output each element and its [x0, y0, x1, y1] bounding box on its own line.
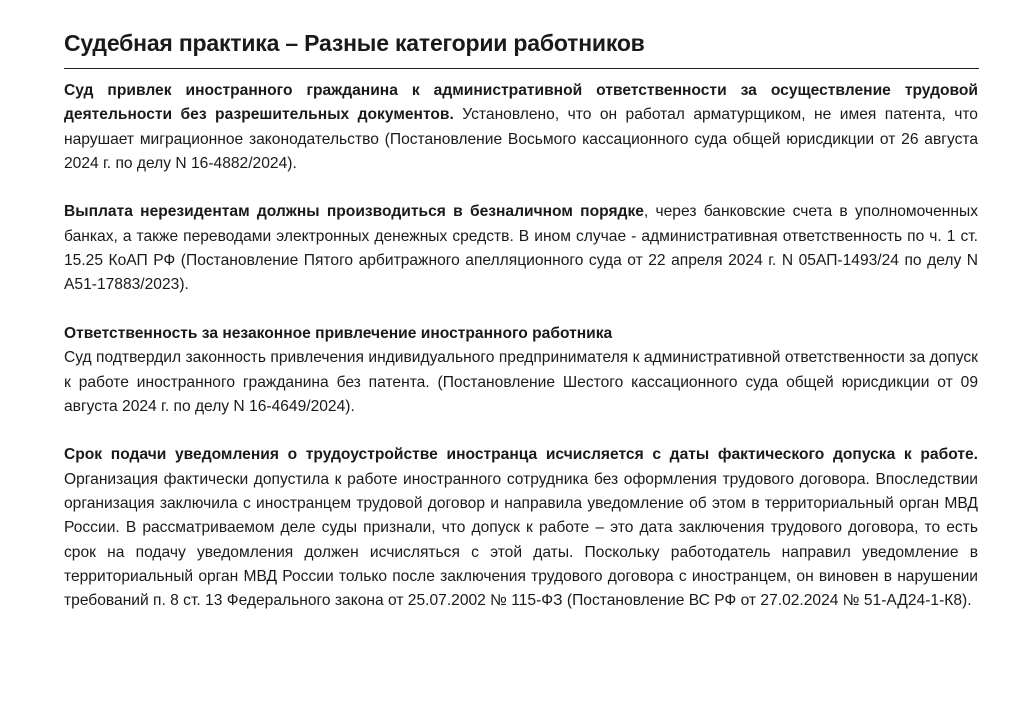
paragraph-body: Установлено, что он работал арматурщиком, не имея патента, что нарушает миграционное законодательство (Постановление Восьмого кассационного суда общей юрисдикции от 26 августа 2024 г. по делу N 16-4882/2024).	[64, 106, 978, 172]
paragraph-lead: Суд привлек иностранного гражданина к административной ответственности за осуществление трудовой деятельности без разрешительных документов.	[64, 82, 978, 124]
paragraph-body: Суд подтвердил законность привлечения индивидуального предпринимателя к административной ответственности за допуск к работе иностранного гражданина без патента. (Постановление Шестого кассационного суда общей юрисдикции от 09 августа 2024 г. по делу N 16-4649/2024).	[64, 349, 978, 415]
paragraph-body: , через банковские счета в уполномоченных банках, а также переводами электронных денежных средств. В ином случае - административная ответственность по ч. 1 ст. 15.25 КоАП РФ (Постановление Пятого арбитражного апелляционного суда от 22 апреля 2024 г. N 05АП-1493/24 по делу N А51-17883/2023).	[64, 203, 978, 294]
paragraph-lead: Срок подачи уведомления о трудоустройстве иностранца исчисляется с даты фактического допуска к работе.	[64, 446, 978, 464]
paragraph-heading: Ответственность за незаконное привлечение иностранного работника	[64, 324, 613, 342]
paragraph-notification-deadline	[64, 443, 978, 613]
paragraph-body: Организация фактически допустила к работе иностранного сотрудника без оформления трудового договора. Впоследствии организация заключила с иностранцем трудовой договор и направила уведомление об этом в территориальный орган МВД России. В рассматриваемом деле суды признали, что допуск к работе – это дата заключения трудового договора, то есть срок на подачу уведомления должен исчисляться с этой даты. Поскольку работодатель направил уведомление в территориальный орган МВД России только после заключения трудового договора с иностранцем, он виновен в нарушении требований п. 8 ст. 13 Федерального закона от 25.07.2002 № 115-ФЗ (Постановление ВС РФ от 27.02.2024 № 51-АД24-1-К8).	[64, 470, 978, 610]
paragraph-lead: Выплата нерезидентам должны производиться в безналичном порядке	[64, 203, 644, 221]
page-title: Судебная практика – Разные категории работников	[64, 30, 645, 56]
paragraph-illegal-hiring-liability	[64, 322, 978, 419]
content-body	[64, 79, 978, 614]
paragraph-foreign-worker-no-permit	[64, 79, 978, 176]
title-divider	[64, 68, 979, 69]
paragraph-nonresident-payments	[64, 200, 978, 297]
